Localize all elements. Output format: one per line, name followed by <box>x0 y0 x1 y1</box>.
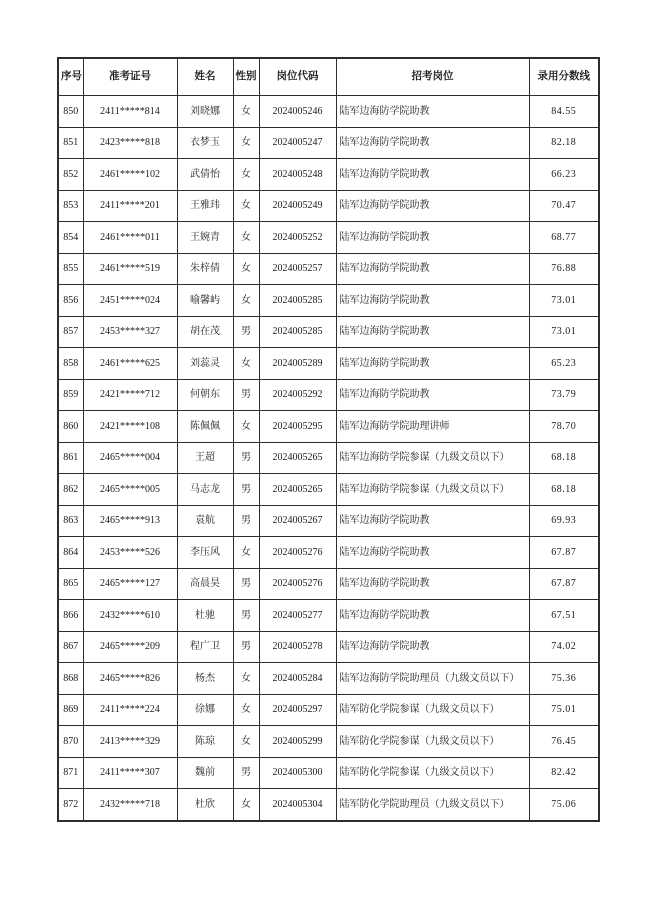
cell-score: 74.02 <box>529 631 599 663</box>
table-row <box>58 285 599 317</box>
cell-position: 陆军边海防学院助教 <box>336 127 529 159</box>
table-row <box>58 789 599 821</box>
cell-position: 陆军边海防学院助理讲师 <box>336 411 529 443</box>
cell-position-code: 2024005292 <box>259 379 336 411</box>
cell-serial: 855 <box>58 253 83 285</box>
cell-position-code: 2024005299 <box>259 726 336 758</box>
cell-position: 陆军防化学院参谋（九级文员以下） <box>336 726 529 758</box>
cell-exam-id: 2411*****814 <box>83 96 177 128</box>
table-row <box>58 694 599 726</box>
cell-name: 陈琼 <box>177 726 233 758</box>
cell-position-code: 2024005300 <box>259 757 336 789</box>
cell-serial: 853 <box>58 190 83 222</box>
table-row <box>58 726 599 758</box>
cell-position-code: 2024005265 <box>259 474 336 506</box>
cell-position-code: 2024005276 <box>259 568 336 600</box>
cell-serial: 858 <box>58 348 83 380</box>
column-header-name: 姓名 <box>177 58 233 96</box>
cell-gender: 男 <box>233 757 259 789</box>
cell-position: 陆军边海防学院助教 <box>336 600 529 632</box>
cell-name: 何朝东 <box>177 379 233 411</box>
cell-gender: 女 <box>233 726 259 758</box>
cell-position: 陆军边海防学院助教 <box>336 348 529 380</box>
cell-gender: 女 <box>233 253 259 285</box>
cell-serial: 862 <box>58 474 83 506</box>
cell-exam-id: 2461*****102 <box>83 159 177 191</box>
cell-name: 李压风 <box>177 537 233 569</box>
cell-position: 陆军防化学院助理员（九级文员以下） <box>336 789 529 821</box>
cell-gender: 男 <box>233 568 259 600</box>
cell-score: 75.01 <box>529 694 599 726</box>
cell-score: 76.45 <box>529 726 599 758</box>
cell-serial: 851 <box>58 127 83 159</box>
cell-exam-id: 2465*****209 <box>83 631 177 663</box>
cell-name: 袁航 <box>177 505 233 537</box>
table-row <box>58 411 599 443</box>
cell-position-code: 2024005246 <box>259 96 336 128</box>
cell-score: 68.18 <box>529 474 599 506</box>
table-row <box>58 568 599 600</box>
cell-position-code: 2024005252 <box>259 222 336 254</box>
cell-score: 73.01 <box>529 316 599 348</box>
cell-position: 陆军边海防学院助理员（九级文员以下） <box>336 663 529 695</box>
cell-position-code: 2024005277 <box>259 600 336 632</box>
cell-gender: 女 <box>233 159 259 191</box>
column-header-position-code: 岗位代码 <box>259 58 336 96</box>
cell-exam-id: 2421*****108 <box>83 411 177 443</box>
cell-position-code: 2024005249 <box>259 190 336 222</box>
cell-serial: 872 <box>58 789 83 821</box>
cell-position: 陆军边海防学院参谋（九级文员以下） <box>336 474 529 506</box>
cell-position: 陆军边海防学院助教 <box>336 568 529 600</box>
cell-serial: 866 <box>58 600 83 632</box>
column-header-position: 招考岗位 <box>336 58 529 96</box>
cell-exam-id: 2432*****718 <box>83 789 177 821</box>
cell-gender: 女 <box>233 789 259 821</box>
table-row <box>58 127 599 159</box>
cell-name: 程广卫 <box>177 631 233 663</box>
cell-position-code: 2024005257 <box>259 253 336 285</box>
cell-exam-id: 2461*****011 <box>83 222 177 254</box>
cell-name: 朱梓倩 <box>177 253 233 285</box>
cell-gender: 男 <box>233 379 259 411</box>
cell-score: 73.01 <box>529 285 599 317</box>
cell-position-code: 2024005285 <box>259 316 336 348</box>
cell-name: 魏前 <box>177 757 233 789</box>
cell-gender: 男 <box>233 600 259 632</box>
cell-name: 杨杰 <box>177 663 233 695</box>
cell-exam-id: 2413*****329 <box>83 726 177 758</box>
table-row <box>58 757 599 789</box>
cell-name: 高晨昊 <box>177 568 233 600</box>
cell-score: 70.47 <box>529 190 599 222</box>
cell-position: 陆军边海防学院助教 <box>336 379 529 411</box>
cell-name: 王超 <box>177 442 233 474</box>
cell-serial: 869 <box>58 694 83 726</box>
cell-gender: 男 <box>233 442 259 474</box>
cell-exam-id: 2432*****610 <box>83 600 177 632</box>
table-row <box>58 663 599 695</box>
cell-name: 杜欣 <box>177 789 233 821</box>
cell-score: 82.42 <box>529 757 599 789</box>
column-header-serial: 序号 <box>58 58 83 96</box>
cell-position-code: 2024005304 <box>259 789 336 821</box>
cell-name: 王雅玮 <box>177 190 233 222</box>
cell-position-code: 2024005276 <box>259 537 336 569</box>
cell-name: 武倩怡 <box>177 159 233 191</box>
cell-exam-id: 2465*****005 <box>83 474 177 506</box>
cell-score: 67.87 <box>529 537 599 569</box>
cell-serial: 867 <box>58 631 83 663</box>
cell-position: 陆军防化学院参谋（九级文员以下） <box>336 757 529 789</box>
cell-score: 78.70 <box>529 411 599 443</box>
cell-exam-id: 2411*****224 <box>83 694 177 726</box>
cell-score: 69.93 <box>529 505 599 537</box>
cell-position: 陆军边海防学院助教 <box>336 316 529 348</box>
cell-position: 陆军边海防学院助教 <box>336 222 529 254</box>
cell-position-code: 2024005285 <box>259 285 336 317</box>
cell-position: 陆军边海防学院助教 <box>336 631 529 663</box>
cell-name: 刘晓娜 <box>177 96 233 128</box>
cell-exam-id: 2465*****826 <box>83 663 177 695</box>
cell-position-code: 2024005295 <box>259 411 336 443</box>
table-row <box>58 505 599 537</box>
cell-position-code: 2024005289 <box>259 348 336 380</box>
cell-gender: 女 <box>233 127 259 159</box>
table-row <box>58 159 599 191</box>
cell-position: 陆军边海防学院助教 <box>336 285 529 317</box>
cell-position-code: 2024005297 <box>259 694 336 726</box>
cell-serial: 857 <box>58 316 83 348</box>
cell-exam-id: 2421*****712 <box>83 379 177 411</box>
cell-exam-id: 2465*****913 <box>83 505 177 537</box>
cell-score: 67.87 <box>529 568 599 600</box>
cell-serial: 870 <box>58 726 83 758</box>
table-row <box>58 96 599 128</box>
cell-gender: 男 <box>233 474 259 506</box>
cell-gender: 女 <box>233 663 259 695</box>
cell-score: 75.06 <box>529 789 599 821</box>
cell-serial: 871 <box>58 757 83 789</box>
cell-exam-id: 2461*****519 <box>83 253 177 285</box>
cell-score: 76.88 <box>529 253 599 285</box>
cell-name: 衣梦玉 <box>177 127 233 159</box>
cell-gender: 女 <box>233 285 259 317</box>
cell-gender: 女 <box>233 694 259 726</box>
cell-serial: 861 <box>58 442 83 474</box>
cell-name: 陈佩佩 <box>177 411 233 443</box>
cell-position: 陆军边海防学院助教 <box>336 253 529 285</box>
cell-position-code: 2024005248 <box>259 159 336 191</box>
cell-name: 徐娜 <box>177 694 233 726</box>
table-row <box>58 253 599 285</box>
admission-score-table <box>57 57 600 822</box>
cell-gender: 女 <box>233 411 259 443</box>
cell-name: 刘蕊灵 <box>177 348 233 380</box>
cell-name: 胡在茂 <box>177 316 233 348</box>
cell-serial: 854 <box>58 222 83 254</box>
cell-exam-id: 2451*****024 <box>83 285 177 317</box>
cell-exam-id: 2453*****327 <box>83 316 177 348</box>
cell-score: 82.18 <box>529 127 599 159</box>
cell-serial: 859 <box>58 379 83 411</box>
cell-position-code: 2024005265 <box>259 442 336 474</box>
table-row <box>58 190 599 222</box>
cell-gender: 男 <box>233 316 259 348</box>
cell-exam-id: 2411*****307 <box>83 757 177 789</box>
cell-score: 67.51 <box>529 600 599 632</box>
cell-name: 喻馨屿 <box>177 285 233 317</box>
cell-serial: 863 <box>58 505 83 537</box>
table-row <box>58 379 599 411</box>
table-row <box>58 442 599 474</box>
cell-position-code: 2024005278 <box>259 631 336 663</box>
cell-serial: 868 <box>58 663 83 695</box>
cell-serial: 856 <box>58 285 83 317</box>
table-row <box>58 537 599 569</box>
cell-name: 杜驰 <box>177 600 233 632</box>
cell-position: 陆军边海防学院助教 <box>336 505 529 537</box>
cell-exam-id: 2465*****004 <box>83 442 177 474</box>
table-row <box>58 222 599 254</box>
cell-position-code: 2024005267 <box>259 505 336 537</box>
cell-exam-id: 2453*****526 <box>83 537 177 569</box>
table-row <box>58 474 599 506</box>
cell-score: 73.79 <box>529 379 599 411</box>
column-header-gender: 性别 <box>233 58 259 96</box>
cell-serial: 850 <box>58 96 83 128</box>
cell-name: 王婉青 <box>177 222 233 254</box>
cell-position: 陆军防化学院参谋（九级文员以下） <box>336 694 529 726</box>
cell-gender: 女 <box>233 190 259 222</box>
cell-position: 陆军边海防学院参谋（九级文员以下） <box>336 442 529 474</box>
cell-gender: 男 <box>233 631 259 663</box>
cell-position-code: 2024005247 <box>259 127 336 159</box>
cell-exam-id: 2465*****127 <box>83 568 177 600</box>
cell-score: 75.36 <box>529 663 599 695</box>
cell-serial: 865 <box>58 568 83 600</box>
column-header-score: 录用分数线 <box>529 58 599 96</box>
cell-score: 66.23 <box>529 159 599 191</box>
cell-score: 84.55 <box>529 96 599 128</box>
table-row <box>58 348 599 380</box>
cell-serial: 864 <box>58 537 83 569</box>
table-row <box>58 600 599 632</box>
cell-position-code: 2024005284 <box>259 663 336 695</box>
cell-gender: 女 <box>233 348 259 380</box>
header-row <box>58 58 599 96</box>
column-header-exam-id: 准考证号 <box>83 58 177 96</box>
cell-exam-id: 2411*****201 <box>83 190 177 222</box>
cell-serial: 860 <box>58 411 83 443</box>
cell-gender: 女 <box>233 96 259 128</box>
table-row <box>58 631 599 663</box>
cell-position: 陆军边海防学院助教 <box>336 537 529 569</box>
cell-gender: 女 <box>233 537 259 569</box>
cell-exam-id: 2423*****818 <box>83 127 177 159</box>
table-row <box>58 316 599 348</box>
cell-gender: 男 <box>233 505 259 537</box>
cell-gender: 女 <box>233 222 259 254</box>
cell-score: 68.77 <box>529 222 599 254</box>
cell-position: 陆军边海防学院助教 <box>336 190 529 222</box>
cell-score: 65.23 <box>529 348 599 380</box>
cell-serial: 852 <box>58 159 83 191</box>
cell-score: 68.18 <box>529 442 599 474</box>
cell-exam-id: 2461*****625 <box>83 348 177 380</box>
cell-position: 陆军边海防学院助教 <box>336 159 529 191</box>
cell-position: 陆军边海防学院助教 <box>336 96 529 128</box>
cell-name: 马志龙 <box>177 474 233 506</box>
